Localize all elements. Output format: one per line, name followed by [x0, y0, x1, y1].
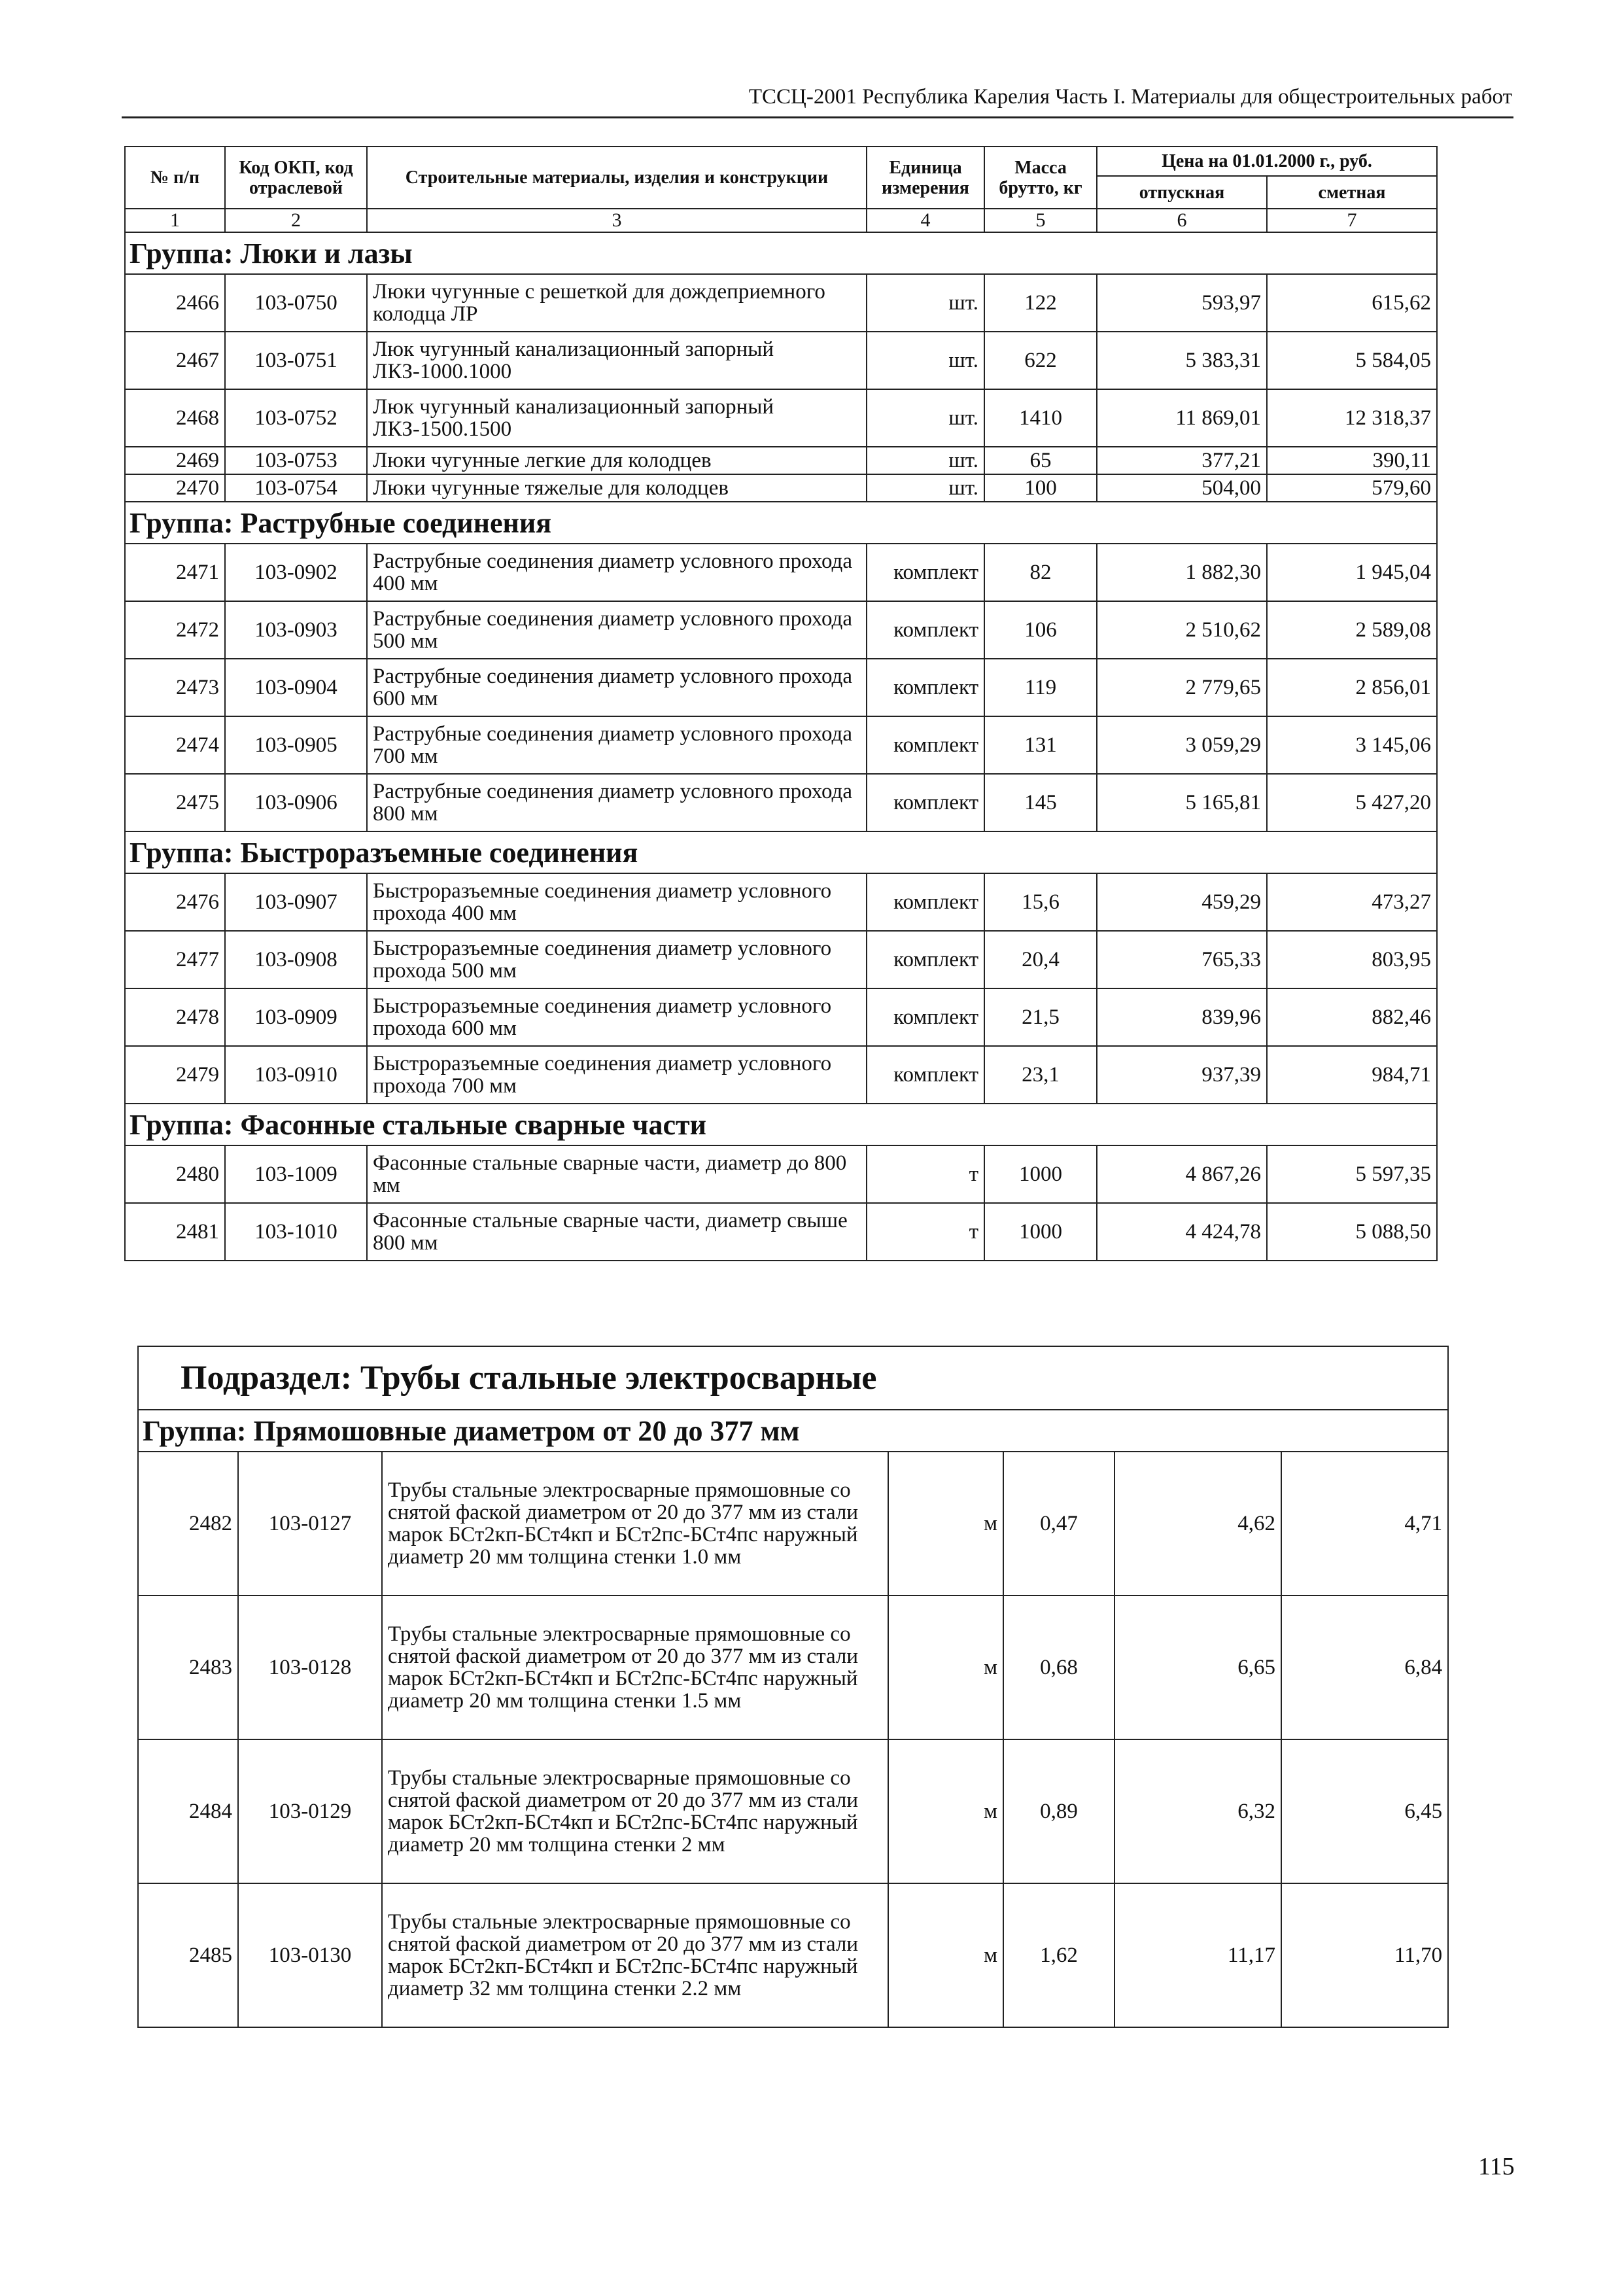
- row-name: Быстроразъемные соединения диаметр условного прохода 500 мм: [367, 931, 867, 988]
- table-row: [125, 1203, 1437, 1261]
- row-price-release: 5 383,31: [1097, 332, 1267, 389]
- row-price-estimate: 5 597,35: [1267, 1145, 1437, 1203]
- row-no: 2483: [138, 1596, 238, 1739]
- row-no: 2470: [125, 474, 225, 502]
- row-code: 103-0902: [225, 544, 367, 601]
- row-unit: шт.: [867, 274, 984, 332]
- group-title: Группа: Прямошовные диаметром от 20 до 377 мм: [138, 1410, 1448, 1452]
- row-mass: 145: [984, 774, 1097, 831]
- row-code: 103-0903: [225, 601, 367, 659]
- row-mass: 0,47: [1003, 1452, 1114, 1596]
- row-price-release: 4 867,26: [1097, 1145, 1267, 1203]
- row-unit: шт.: [867, 474, 984, 502]
- header-rule: [122, 116, 1513, 118]
- col-header-name: Строительные материалы, изделия и конструкции: [367, 147, 867, 209]
- row-code: 103-0751: [225, 332, 367, 389]
- row-price-release: 2 510,62: [1097, 601, 1267, 659]
- row-no: 2482: [138, 1452, 238, 1596]
- row-mass: 23,1: [984, 1046, 1097, 1104]
- table-row: [138, 1739, 1448, 1883]
- row-unit: шт.: [867, 447, 984, 474]
- row-mass: 100: [984, 474, 1097, 502]
- row-code: 103-0753: [225, 447, 367, 474]
- row-mass: 106: [984, 601, 1097, 659]
- row-price-release: 459,29: [1097, 873, 1267, 931]
- row-price-release: 6,65: [1114, 1596, 1281, 1739]
- row-no: 2484: [138, 1739, 238, 1883]
- col-header-code: Код ОКП, код отраслевой: [225, 147, 367, 209]
- group-title: Группа: Фасонные стальные сварные части: [125, 1104, 1437, 1145]
- table-row: [125, 988, 1437, 1046]
- table-row: [125, 389, 1437, 447]
- row-code: 103-0128: [238, 1596, 382, 1739]
- table-row: [125, 931, 1437, 988]
- row-price-release: 4,62: [1114, 1452, 1281, 1596]
- row-no: 2466: [125, 274, 225, 332]
- row-mass: 0,68: [1003, 1596, 1114, 1739]
- running-title: ТССЦ-2001 Республика Карелия Часть I. Материалы для общестроительных работ: [748, 85, 1512, 109]
- row-price-estimate: 5 584,05: [1267, 332, 1437, 389]
- table-row: [125, 274, 1437, 332]
- subsection-title: Подраздел: Трубы стальные электросварные: [138, 1346, 1448, 1410]
- col-number: 7: [1267, 209, 1437, 232]
- row-unit: м: [888, 1883, 1003, 2027]
- row-no: 2475: [125, 774, 225, 831]
- group-title: Группа: Быстроразъемные соединения: [125, 831, 1437, 873]
- row-no: 2481: [125, 1203, 225, 1261]
- col-header-price: Цена на 01.01.2000 г., руб.: [1097, 147, 1437, 176]
- row-price-estimate: 615,62: [1267, 274, 1437, 332]
- col-header-no: № п/п: [125, 147, 225, 209]
- row-no: 2474: [125, 716, 225, 774]
- group-title: Группа: Люки и лазы: [125, 232, 1437, 274]
- row-no: 2485: [138, 1883, 238, 2027]
- row-no: 2478: [125, 988, 225, 1046]
- table-row: [125, 447, 1437, 474]
- row-price-release: 765,33: [1097, 931, 1267, 988]
- table-row: [125, 873, 1437, 931]
- row-name: Раструбные соединения диаметр условного прохода 700 мм: [367, 716, 867, 774]
- row-mass: 20,4: [984, 931, 1097, 988]
- table-row: [125, 544, 1437, 601]
- row-price-release: 839,96: [1097, 988, 1267, 1046]
- table-row: [125, 1145, 1437, 1203]
- row-mass: 122: [984, 274, 1097, 332]
- row-unit: м: [888, 1739, 1003, 1883]
- row-no: 2467: [125, 332, 225, 389]
- row-name: Раструбные соединения диаметр условного прохода 500 мм: [367, 601, 867, 659]
- row-mass: 119: [984, 659, 1097, 716]
- row-unit: м: [888, 1452, 1003, 1596]
- row-name: Раструбные соединения диаметр условного прохода 400 мм: [367, 544, 867, 601]
- row-no: 2472: [125, 601, 225, 659]
- row-name: Фасонные стальные сварные части, диаметр до 800 мм: [367, 1145, 867, 1203]
- table-row: [125, 601, 1437, 659]
- row-mass: 65: [984, 447, 1097, 474]
- row-price-estimate: 2 589,08: [1267, 601, 1437, 659]
- row-code: 103-0129: [238, 1739, 382, 1883]
- row-price-estimate: 6,45: [1281, 1739, 1448, 1883]
- row-price-estimate: 473,27: [1267, 873, 1437, 931]
- row-name: Люки чугунные легкие для колодцев: [367, 447, 867, 474]
- row-name: Трубы стальные электросварные прямошовные со снятой фаской диаметром от 20 до 377 мм из стали марок БСт2кп-БСт4кп и БСт2пс-БСт4пс наружный диаметр 20 мм толщина стенки 1.0 мм: [382, 1452, 888, 1596]
- row-unit: комплект: [867, 601, 984, 659]
- row-name: Быстроразъемные соединения диаметр условного прохода 600 мм: [367, 988, 867, 1046]
- table-row: [125, 659, 1437, 716]
- col-number: 2: [225, 209, 367, 232]
- row-no: 2473: [125, 659, 225, 716]
- row-price-release: 593,97: [1097, 274, 1267, 332]
- row-code: 103-0908: [225, 931, 367, 988]
- row-mass: 15,6: [984, 873, 1097, 931]
- col-header-price-estimate: сметная: [1267, 176, 1437, 209]
- row-price-estimate: 5 427,20: [1267, 774, 1437, 831]
- row-name: Люки чугунные тяжелые для колодцев: [367, 474, 867, 502]
- row-unit: комплект: [867, 659, 984, 716]
- column-number-row: [125, 209, 1437, 232]
- row-mass: 131: [984, 716, 1097, 774]
- row-unit: шт.: [867, 332, 984, 389]
- row-code: 103-1009: [225, 1145, 367, 1203]
- row-price-estimate: 5 088,50: [1267, 1203, 1437, 1261]
- row-price-release: 5 165,81: [1097, 774, 1267, 831]
- row-mass: 21,5: [984, 988, 1097, 1046]
- row-name: Раструбные соединения диаметр условного прохода 600 мм: [367, 659, 867, 716]
- row-unit: м: [888, 1596, 1003, 1739]
- table-row: [125, 1046, 1437, 1104]
- row-unit: комплект: [867, 988, 984, 1046]
- group-title: Группа: Раструбные соединения: [125, 502, 1437, 544]
- row-price-release: 2 779,65: [1097, 659, 1267, 716]
- row-code: 103-0750: [225, 274, 367, 332]
- row-price-release: 937,39: [1097, 1046, 1267, 1104]
- row-unit: комплект: [867, 774, 984, 831]
- row-no: 2469: [125, 447, 225, 474]
- table-row: [138, 1452, 1448, 1596]
- row-no: 2480: [125, 1145, 225, 1203]
- row-price-release: 1 882,30: [1097, 544, 1267, 601]
- row-mass: 1410: [984, 389, 1097, 447]
- row-code: 103-0910: [225, 1046, 367, 1104]
- price-table: [124, 146, 1438, 1261]
- col-number: 6: [1097, 209, 1267, 232]
- row-name: Быстроразъемные соединения диаметр условного прохода 400 мм: [367, 873, 867, 931]
- row-mass: 1000: [984, 1145, 1097, 1203]
- row-name: Быстроразъемные соединения диаметр условного прохода 700 мм: [367, 1046, 867, 1104]
- row-name: Люки чугунные с решеткой для дождеприемного колодца ЛР: [367, 274, 867, 332]
- row-unit: т: [867, 1145, 984, 1203]
- row-price-release: 377,21: [1097, 447, 1267, 474]
- row-code: 103-0909: [225, 988, 367, 1046]
- row-unit: т: [867, 1203, 984, 1261]
- row-mass: 622: [984, 332, 1097, 389]
- row-price-release: 504,00: [1097, 474, 1267, 502]
- row-code: 103-0127: [238, 1452, 382, 1596]
- row-price-estimate: 390,11: [1267, 447, 1437, 474]
- row-code: 103-1010: [225, 1203, 367, 1261]
- col-number: 4: [867, 209, 984, 232]
- row-price-release: 4 424,78: [1097, 1203, 1267, 1261]
- row-price-estimate: 11,70: [1281, 1883, 1448, 2027]
- row-code: 103-0754: [225, 474, 367, 502]
- row-name: Люк чугунный канализационный запорный ЛКЗ-1000.1000: [367, 332, 867, 389]
- row-name: Трубы стальные электросварные прямошовные со снятой фаской диаметром от 20 до 377 мм из стали марок БСт2кп-БСт4кп и БСт2пс-БСт4пс наружный диаметр 32 мм толщина стенки 2.2 мм: [382, 1883, 888, 2027]
- table-row: [138, 1596, 1448, 1739]
- row-price-estimate: 579,60: [1267, 474, 1437, 502]
- row-name: Фасонные стальные сварные части, диаметр свыше 800 мм: [367, 1203, 867, 1261]
- row-price-estimate: 803,95: [1267, 931, 1437, 988]
- pipes-table: [137, 1346, 1449, 2028]
- row-unit: комплект: [867, 873, 984, 931]
- row-code: 103-0906: [225, 774, 367, 831]
- row-name: Трубы стальные электросварные прямошовные со снятой фаской диаметром от 20 до 377 мм из стали марок БСт2кп-БСт4кп и БСт2пс-БСт4пс наружный диаметр 20 мм толщина стенки 2 мм: [382, 1739, 888, 1883]
- col-header-mass: Масса брутто, кг: [984, 147, 1097, 209]
- row-unit: комплект: [867, 931, 984, 988]
- row-no: 2477: [125, 931, 225, 988]
- row-price-release: 11 869,01: [1097, 389, 1267, 447]
- row-price-estimate: 3 145,06: [1267, 716, 1437, 774]
- table-row: [125, 716, 1437, 774]
- row-code: 103-0904: [225, 659, 367, 716]
- row-unit: комплект: [867, 544, 984, 601]
- row-price-estimate: 882,46: [1267, 988, 1437, 1046]
- col-number: 1: [125, 209, 225, 232]
- row-mass: 82: [984, 544, 1097, 601]
- row-no: 2479: [125, 1046, 225, 1104]
- row-unit: шт.: [867, 389, 984, 447]
- row-no: 2471: [125, 544, 225, 601]
- row-code: 103-0907: [225, 873, 367, 931]
- page-number: 115: [1478, 2153, 1515, 2180]
- row-no: 2468: [125, 389, 225, 447]
- row-code: 103-0905: [225, 716, 367, 774]
- row-no: 2476: [125, 873, 225, 931]
- row-name: Раструбные соединения диаметр условного прохода 800 мм: [367, 774, 867, 831]
- row-code: 103-0752: [225, 389, 367, 447]
- col-number: 5: [984, 209, 1097, 232]
- row-price-estimate: 6,84: [1281, 1596, 1448, 1739]
- row-mass: 1000: [984, 1203, 1097, 1261]
- table-row: [138, 1883, 1448, 2027]
- col-header-unit: Единица измерения: [867, 147, 984, 209]
- row-code: 103-0130: [238, 1883, 382, 2027]
- table-row: [125, 332, 1437, 389]
- row-price-estimate: 984,71: [1267, 1046, 1437, 1104]
- row-price-estimate: 4,71: [1281, 1452, 1448, 1596]
- row-unit: комплект: [867, 1046, 984, 1104]
- row-name: Люк чугунный канализационный запорный ЛКЗ-1500.1500: [367, 389, 867, 447]
- row-price-estimate: 12 318,37: [1267, 389, 1437, 447]
- row-price-release: 6,32: [1114, 1739, 1281, 1883]
- row-mass: 0,89: [1003, 1739, 1114, 1883]
- row-price-estimate: 1 945,04: [1267, 544, 1437, 601]
- row-unit: комплект: [867, 716, 984, 774]
- table-row: [125, 474, 1437, 502]
- row-price-release: 11,17: [1114, 1883, 1281, 2027]
- row-price-estimate: 2 856,01: [1267, 659, 1437, 716]
- col-number: 3: [367, 209, 867, 232]
- row-mass: 1,62: [1003, 1883, 1114, 2027]
- row-name: Трубы стальные электросварные прямошовные со снятой фаской диаметром от 20 до 377 мм из стали марок БСт2кп-БСт4кп и БСт2пс-БСт4пс наружный диаметр 20 мм толщина стенки 1.5 мм: [382, 1596, 888, 1739]
- row-price-release: 3 059,29: [1097, 716, 1267, 774]
- table-row: [125, 774, 1437, 831]
- col-header-price-release: отпускная: [1097, 176, 1267, 209]
